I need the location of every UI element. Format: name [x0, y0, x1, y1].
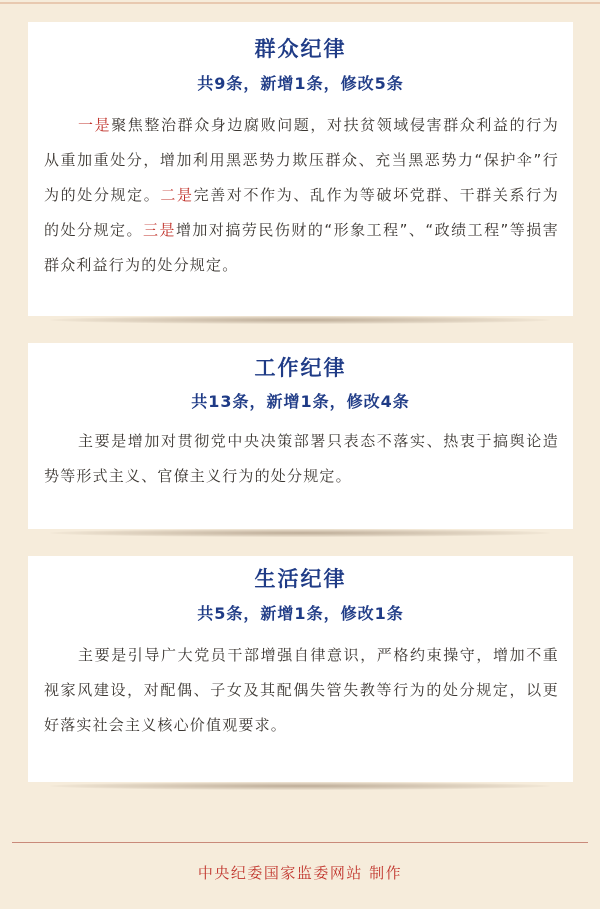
point-marker-1: 一是 — [78, 116, 112, 134]
section-body — [28, 424, 573, 494]
section-stats: 共5条，新增1条，修改1条 — [197, 604, 404, 623]
section-title: 生活纪律 — [254, 567, 347, 591]
point-marker-2: 二是 — [160, 186, 194, 204]
section-card-life-discipline — [28, 556, 573, 782]
section-body — [28, 638, 573, 743]
section-title: 群众纪律 — [254, 37, 347, 61]
section-body — [28, 108, 573, 283]
card-shadow — [50, 529, 550, 537]
section-card-work-discipline — [28, 343, 573, 529]
top-decorative-rule — [0, 0, 600, 10]
section-body-text: 主要是增加对贯彻党中央决策部署只表态不落实、热衷于搞舆论造势等形式主义、官僚主义行为的处分规定。 — [44, 432, 559, 485]
top-rule-line — [0, 2, 600, 4]
card-shadow — [50, 316, 550, 324]
section-stats: 共13条，新增1条，修改4条 — [191, 392, 410, 411]
section-body-text: 主要是引导广大党员干部增强自律意识，严格约束操守，增加不重视家风建设，对配偶、子女及其配偶失管失教等行为的处分规定，以更好落实社会主义核心价值观要求。 — [44, 646, 559, 734]
section-stats: 共9条，新增1条，修改5条 — [197, 74, 404, 93]
section-title: 工作纪律 — [254, 356, 347, 380]
footer-credit: 中央纪委国家监委网站 制作 — [197, 864, 403, 882]
card-shadow — [50, 782, 550, 790]
point-text-2: 完善对不作为、乱作为等破坏党群、干群关系行为的处分规定。 — [44, 186, 560, 239]
point-text-1: 聚焦整治群众身边腐败问题，对扶贫领域侵害群众利益的行为从重加重处分，增加利用黑恶势力欺压群众、充当黑恶势力“保护伞”行为的处分规定。 — [44, 116, 559, 204]
section-card-mass-discipline — [28, 22, 573, 316]
footer-divider — [12, 842, 588, 843]
point-marker-3: 三是 — [142, 221, 176, 239]
point-text-3: 增加对搞劳民伤财的“形象工程”、“政绩工程”等损害群众利益行为的处分规定。 — [44, 221, 559, 274]
